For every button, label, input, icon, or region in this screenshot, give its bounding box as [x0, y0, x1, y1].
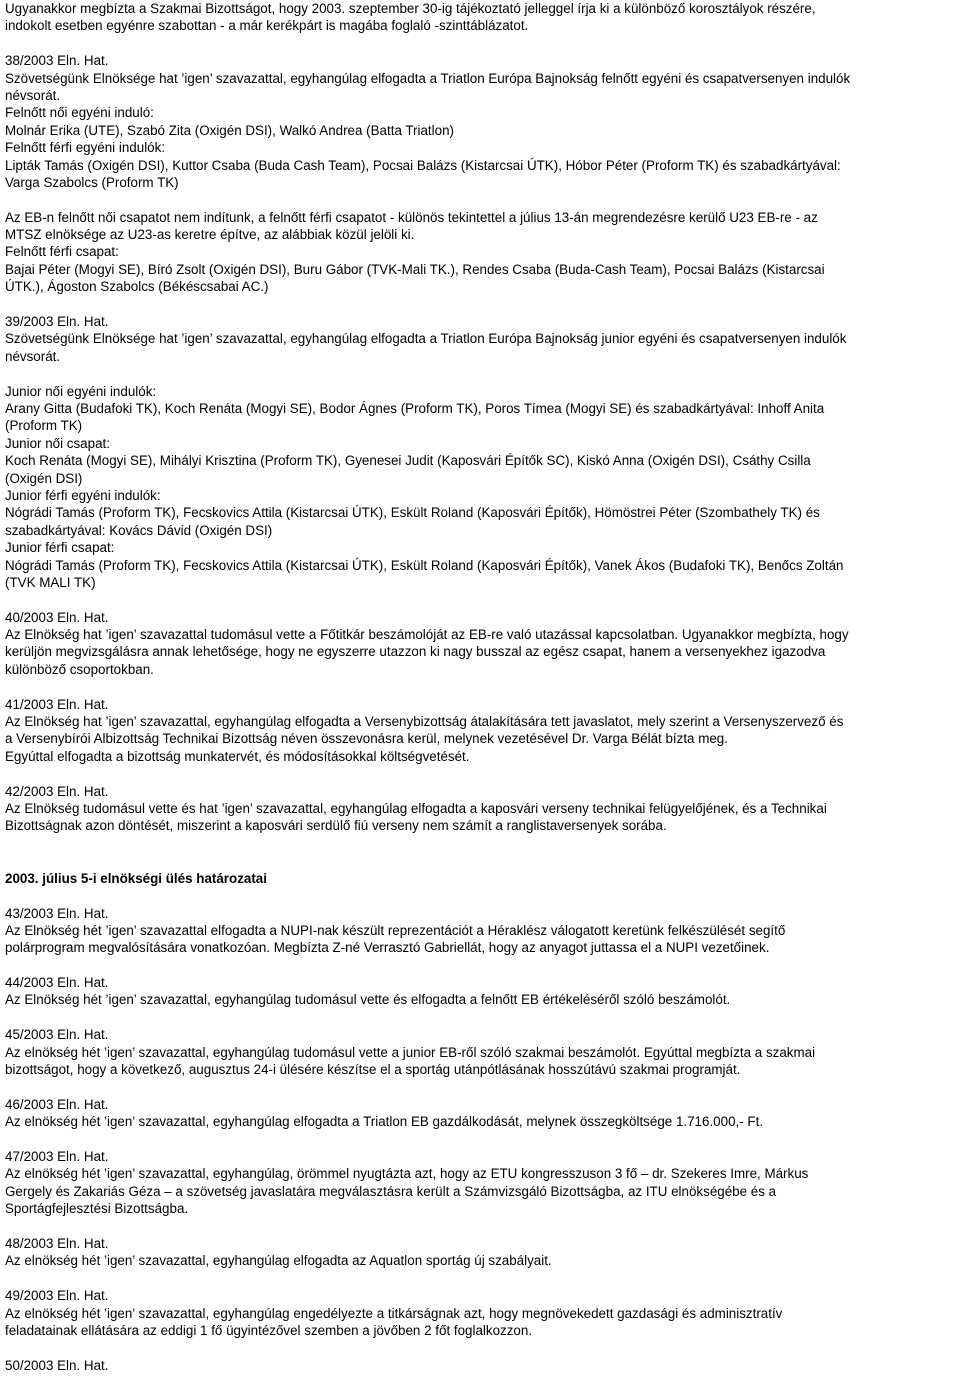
paragraph — [5, 1148, 953, 1218]
text-line: Felnőtt női egyéni induló: — [5, 105, 154, 121]
text-line: Az Elnökség hat ’igen’ szavazattal tudomásul vette a Főtitkár beszámolóját az EB-re való utazással kapcsolatban. Ugyanakkor megbízta, hogy — [5, 627, 849, 643]
text-line: 50/2003 Eln. Hat. — [5, 1357, 109, 1373]
text-line: Arany Gitta (Budafoki TK), Koch Renáta (Mogyi SE), Bodor Ágnes (Proform TK), Poros Tímea (Mogyi SE) és szabadkártyával: Inhoff Anita — [5, 400, 825, 416]
paragraph — [5, 696, 953, 766]
text-line: Az elnökség hét ’igen’ szavazattal, egyhangúlag engedélyezte a titkárságnak azt, hogy megnövekedett gazdasági és adminisztratív — [5, 1305, 783, 1321]
text-line: Az Elnökség tudomásul vette és hat ’igen’ szavazattal, egyhangúlag elfogadta a kaposvári verseny technikai felügyelőjének, és a Technikai — [5, 800, 827, 816]
text-line: Szövetségünk Elnöksége hat ’igen’ szavazattal, egyhangúlag elfogadta a Triatlon Európa Bajnokság junior egyéni és csapatversenyen indulók — [5, 331, 847, 347]
text-line: (Proform TK) — [5, 418, 83, 434]
text-line: Bizottságnak azon döntését, miszerint a kaposvári serdülő fiú verseny nem számít a ranglistaversenyek sorába. — [5, 818, 667, 834]
text-line: Nógrádi Tamás (Proform TK), Fecskovics Attila (Kistarcsai ÚTK), Eskült Roland (Kaposvári Építők), Hömöstrei Péter (Szombathely TK) és — [5, 505, 820, 521]
text-line: (TVK MALI TK) — [5, 574, 96, 590]
text-line: 47/2003 Eln. Hat. — [5, 1149, 109, 1164]
text-line: Ugyanakkor megbízta a Szakmai Bizottságot, hogy 2003. szeptember 30-ig tájékoztató jelleggel írja ki a különböző korosztályok részére, — [5, 1, 816, 16]
text-line: Az elnökség hét ’igen’ szavazattal, egyhangúlag, örömmel nyugtázta azt, hogy az ETU kongresszuson 3 fő – dr. Szekeres Imre, Márkus — [5, 1166, 809, 1182]
paragraph — [5, 209, 953, 296]
text-line: kerüljön megvizsgálásra annak lehetősége, hogy ne egyszerre utazzon ki nagy busszal az egész csapat, hanem a versenyekhez igazodva — [5, 644, 826, 660]
text-line: Szövetségünk Elnöksége hat ’igen’ szavazattal, egyhangúlag elfogadta a Triatlon Európa Bajnokság felnőtt egyéni és csapatversenyen indulók — [5, 70, 851, 86]
text-line: indokolt esetben egyénre szabottan - a már kerékpárt is magába foglaló -szinttáblázatot. — [5, 18, 529, 34]
text-line: Gergely és Zakariás Géza – a szövetség javaslatára megválasztásra került a Számvizsgáló Bizottságba, az ITU elnökségébe és a — [5, 1183, 777, 1199]
text-line: Lipták Tamás (Oxigén DSI), Kuttor Csaba (Buda Cash Team), Pocsai Balázs (Kistarcsai ÚTK), Hóbor Péter (Proform TK) és szabadkártyával: — [5, 157, 841, 173]
paragraph-gap — [5, 1131, 953, 1148]
text-line: Egyúttal elfogadta a bizottság munkatervét, és módosításokkal költségvetését. — [5, 748, 470, 764]
text-line: szabadkártyával: Kovács Dávid (Oxigén DSI) — [5, 522, 273, 538]
paragraph — [5, 1096, 953, 1131]
paragraph-gap — [5, 1078, 953, 1095]
paragraph — [5, 0, 953, 35]
text-line: 48/2003 Eln. Hat. — [5, 1235, 109, 1251]
paragraph-gap — [5, 35, 953, 52]
text-line: Junior férfi csapat: — [5, 540, 115, 556]
paragraph — [5, 1357, 953, 1374]
paragraph-gap — [5, 1339, 953, 1356]
text-line: (Oxigén DSI) — [5, 470, 83, 486]
paragraph-gap — [5, 591, 953, 608]
text-line: 41/2003 Eln. Hat. — [5, 696, 109, 712]
paragraph — [5, 1287, 953, 1339]
paragraph-gap — [5, 887, 953, 904]
text-line: 38/2003 Eln. Hat. — [5, 53, 109, 69]
text-line: Junior női egyéni indulók: — [5, 383, 157, 399]
text-line: Felnőtt férfi csapat: — [5, 244, 119, 260]
text-line: Az elnökség hét ’igen’ szavazattal, egyhangúlag elfogadta az Aquatlon sportág új szabályait. — [5, 1253, 552, 1269]
paragraph-gap — [5, 765, 953, 782]
text-line: Nógrádi Tamás (Proform TK), Fecskovics Attila (Kistarcsai ÚTK), Eskült Roland (Kaposvári Építők), Vanek Ákos (Budafoki TK), Benőcs Zoltán — [5, 557, 844, 573]
text-line: Az Elnökség hét ’igen’ szavazattal elfogadta a NUPI-nak készült reprezentációt a Héraklész válogatott keretünk felkészülését segítő — [5, 922, 786, 938]
text-line: polárprogram megvalósítására vonatkozóan. Megbízta Z-né Verrasztó Gabriellát, hogy az anyagot juttassa el a NUPI vezetőinek. — [5, 940, 770, 956]
text-line: Az elnökség hét ’igen’ szavazattal, egyhangúlag tudomásul vette a junior EB-ről szóló szakmai beszámolót. Egyúttal megbízta a szakmai — [5, 1044, 816, 1060]
text-line: 42/2003 Eln. Hat. — [5, 783, 109, 799]
text-line: Molnár Erika (UTE), Szabó Zita (Oxigén DSI), Walkó Andrea (Batta Triatlon) — [5, 122, 454, 138]
text-line: a Versenybírói Albizottság Technikai Bizottság néven összevonásra kerül, melynek vezetésével Dr. Varga Bélát bízta meg. — [5, 731, 728, 747]
text-line: 40/2003 Eln. Hat. — [5, 609, 109, 625]
paragraph — [5, 783, 953, 835]
document-page — [5, 0, 953, 1374]
text-line: névsorát. — [5, 348, 61, 364]
paragraph-gap — [5, 835, 953, 870]
section-heading: 2003. július 5-i elnökségi ülés határozatai — [5, 870, 267, 886]
text-line: Az EB-n felnőtt női csapatot nem indítunk, a felnőtt férfi csapatot - különös tekintettel a július 13-án megrendezésre kerülő U23 EB-re - az — [5, 209, 818, 225]
text-line: Az Elnökség hét ’igen’ szavazattal, egyhangúlag tudomásul vette és elfogadta a felnőtt EB értékeléséről szóló beszámolót. — [5, 992, 731, 1008]
text-line: Az elnökség hét ’igen’ szavazattal, egyhangúlag elfogadta a Triatlon EB gazdálkodását, melynek összegköltsége 1.716.000,- Ft. — [5, 1114, 764, 1130]
text-line: Junior női csapat: — [5, 435, 110, 451]
paragraph — [5, 1026, 953, 1078]
text-line: 45/2003 Eln. Hat. — [5, 1027, 109, 1043]
paragraph-gap — [5, 1270, 953, 1287]
text-line: Az Elnökség hat ’igen’ szavazattal, egyhangúlag elfogadta a Versenybizottság átalakítására tett javaslatot, mely szerint a Versenyszervező és — [5, 714, 844, 730]
text-line: Koch Renáta (Mogyi SE), Mihályi Krisztina (Proform TK), Gyenesei Judit (Kaposvári Építők SC), Kiskó Anna (Oxigén DSI), Csáthy Csilla — [5, 453, 811, 469]
paragraph-gap — [5, 957, 953, 974]
paragraph-gap — [5, 678, 953, 695]
paragraph — [5, 609, 953, 679]
paragraph-gap — [5, 365, 953, 382]
paragraph — [5, 52, 953, 191]
paragraph-gap — [5, 191, 953, 208]
text-line: különböző csoportokban. — [5, 661, 154, 677]
paragraph-gap — [5, 1009, 953, 1026]
paragraph — [5, 383, 953, 592]
text-line: névsorát. — [5, 87, 61, 103]
text-line: Sportágfejlesztési Bizottságba. — [5, 1201, 189, 1217]
paragraph — [5, 974, 953, 1009]
text-line: MTSZ elnöksége az U23-as keretre építve, az alábbiak közül jelöli ki. — [5, 227, 415, 243]
text-line: 39/2003 Eln. Hat. — [5, 314, 109, 330]
paragraph — [5, 313, 953, 365]
text-line: 49/2003 Eln. Hat. — [5, 1288, 109, 1304]
paragraph-gap — [5, 1218, 953, 1235]
paragraph — [5, 1235, 953, 1270]
paragraph-gap — [5, 296, 953, 313]
text-line: Varga Szabolcs (Proform TK) — [5, 174, 179, 190]
text-line: 46/2003 Eln. Hat. — [5, 1096, 109, 1112]
paragraph — [5, 905, 953, 957]
text-line: feladatainak ellátására az eddigi 1 fő ügyintézővel szemben a jövőben 2 főt foglalkozzon. — [5, 1322, 533, 1338]
text-line: bizottságot, hogy a következő, augusztus 24-i ülésére készítse el a sportág utánpótlásának hosszútávú szakmai programját. — [5, 1062, 741, 1078]
text-line: Felnőtt férfi egyéni indulók: — [5, 140, 166, 156]
text-line: 44/2003 Eln. Hat. — [5, 975, 109, 991]
text-line: Bajai Péter (Mogyi SE), Bíró Zsolt (Oxigén DSI), Buru Gábor (TVK-Mali TK.), Rendes Csaba (Buda-Cash Team), Pocsai Balázs (Kistarcsai — [5, 261, 825, 277]
text-line: ÚTK.), Ágoston Szabolcs (Békéscsabai AC.) — [5, 279, 269, 295]
text-line: 43/2003 Eln. Hat. — [5, 905, 109, 921]
text-line: Junior férfi egyéni indulók: — [5, 487, 161, 503]
